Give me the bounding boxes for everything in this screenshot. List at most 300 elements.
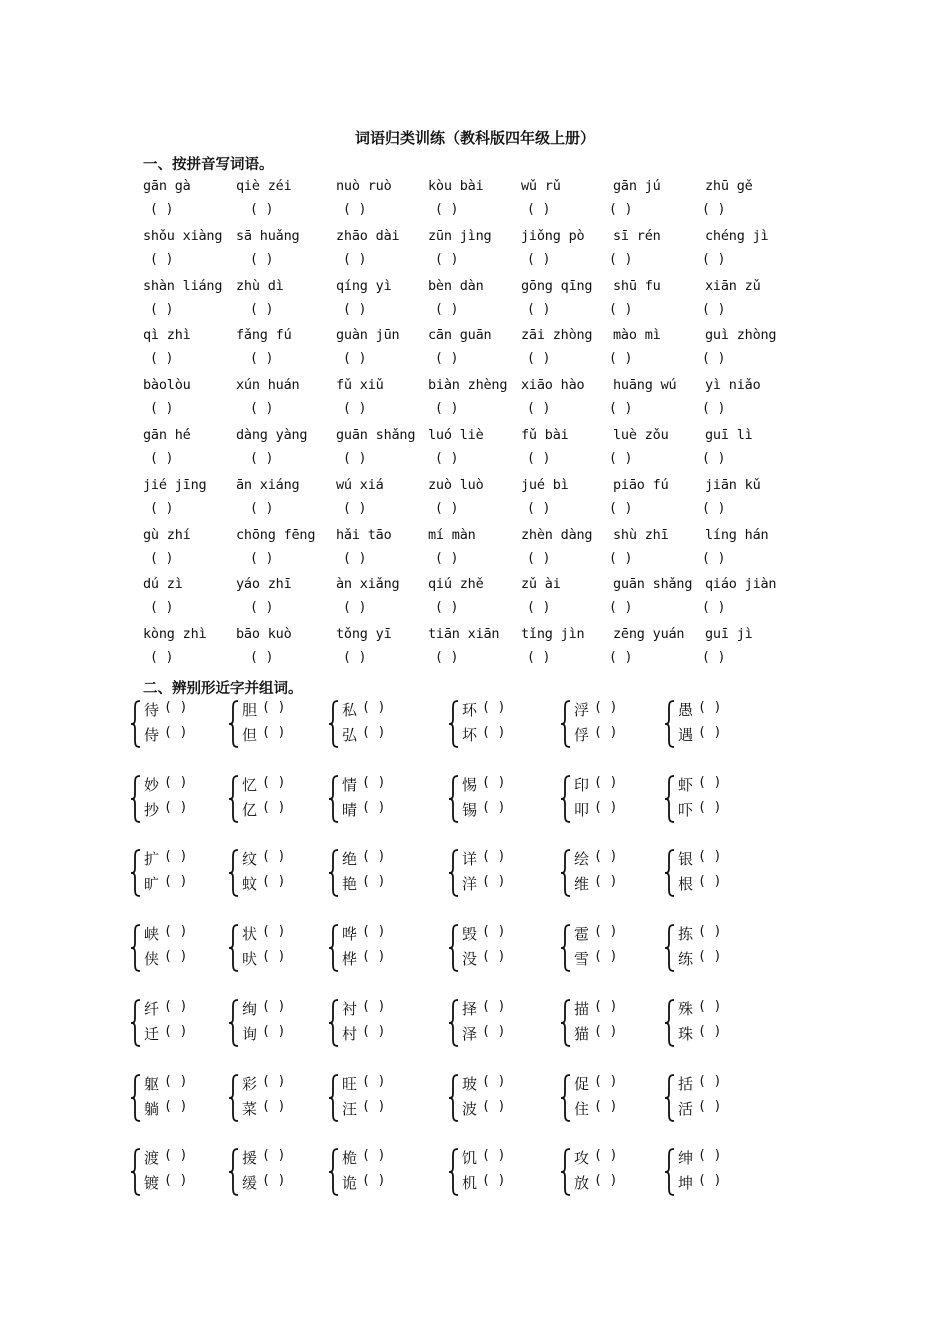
brace-icon bbox=[560, 1147, 572, 1197]
brace-icon bbox=[130, 998, 142, 1048]
pinyin-prompt: shǒu xiàng bbox=[143, 227, 223, 244]
pinyin-prompt: gān jú bbox=[613, 178, 661, 194]
similar-character: 虾 bbox=[678, 775, 694, 794]
answer-blank[interactable]: ( ) bbox=[527, 500, 551, 516]
word-blank[interactable]: ( ) bbox=[164, 1098, 188, 1114]
answer-blank[interactable]: ( ) bbox=[527, 600, 551, 616]
brace-icon bbox=[448, 774, 460, 824]
word-blank[interactable]: ( ) bbox=[262, 799, 286, 815]
char-pair-group bbox=[328, 1073, 458, 1125]
pinyin-prompt: wǔ rǔ bbox=[521, 178, 561, 194]
answer-blank[interactable]: ( ) bbox=[527, 650, 551, 666]
similar-character: 躯 bbox=[144, 1074, 160, 1093]
similar-character: 抄 bbox=[144, 800, 160, 819]
similar-character: 猫 bbox=[574, 1024, 590, 1043]
similar-character: 择 bbox=[462, 999, 478, 1018]
answer-blank[interactable]: ( ) bbox=[343, 301, 367, 317]
answer-blank[interactable]: ( ) bbox=[150, 451, 174, 466]
pinyin-prompt: tǒng yī bbox=[336, 626, 392, 643]
pinyin-prompt: jiān kǔ bbox=[705, 476, 761, 493]
answer-blank[interactable]: ( ) bbox=[435, 351, 459, 367]
pinyin-prompt: piāo fú bbox=[613, 476, 669, 493]
pinyin-prompt: fǔ bài bbox=[521, 427, 569, 443]
pinyin-prompt: zhèn dàng bbox=[521, 526, 593, 543]
answer-blank[interactable]: ( ) bbox=[150, 650, 174, 666]
answer-blank[interactable]: ( ) bbox=[609, 251, 633, 267]
char-pair-group bbox=[448, 848, 578, 900]
word-blank[interactable]: ( ) bbox=[594, 725, 618, 740]
brace-icon bbox=[664, 699, 676, 749]
answer-blank[interactable]: ( ) bbox=[702, 600, 726, 616]
answer-blank[interactable]: ( ) bbox=[150, 401, 174, 417]
word-blank[interactable]: ( ) bbox=[164, 1073, 188, 1089]
word-blank[interactable]: ( ) bbox=[164, 700, 188, 715]
brace-icon bbox=[228, 923, 240, 973]
similar-character: 雹 bbox=[574, 925, 590, 944]
pinyin-prompt: bèn dàn bbox=[428, 277, 484, 294]
brace-icon bbox=[328, 699, 340, 749]
pinyin-prompt: jiǒng pò bbox=[521, 227, 585, 244]
answer-blank[interactable]: ( ) bbox=[343, 451, 367, 466]
similar-character: 纤 bbox=[144, 999, 160, 1018]
brace-icon bbox=[228, 699, 240, 749]
word-blank[interactable]: ( ) bbox=[482, 774, 506, 790]
pinyin-prompt: zǔ ài bbox=[521, 576, 561, 593]
similar-character: 愚 bbox=[678, 701, 694, 719]
word-blank[interactable]: ( ) bbox=[262, 1023, 286, 1039]
answer-blank[interactable]: ( ) bbox=[702, 401, 726, 417]
word-blank[interactable]: ( ) bbox=[262, 849, 286, 865]
word-blank[interactable]: ( ) bbox=[698, 924, 722, 940]
word-blank[interactable]: ( ) bbox=[482, 1148, 506, 1164]
brace-icon bbox=[130, 1147, 142, 1197]
char-pair-group bbox=[448, 1147, 578, 1199]
pinyin-prompt: luó liè bbox=[428, 427, 484, 443]
pinyin-prompt: gān gà bbox=[143, 178, 191, 194]
word-blank[interactable]: ( ) bbox=[262, 924, 286, 940]
word-blank[interactable]: ( ) bbox=[482, 949, 506, 965]
word-blank[interactable]: ( ) bbox=[362, 1023, 386, 1039]
answer-blank[interactable]: ( ) bbox=[609, 650, 633, 666]
similar-character: 练 bbox=[678, 950, 694, 969]
answer-blank[interactable]: ( ) bbox=[702, 351, 726, 367]
brace-icon bbox=[664, 998, 676, 1048]
brace-icon bbox=[448, 1073, 460, 1123]
similar-character: 印 bbox=[574, 775, 590, 794]
word-blank[interactable]: ( ) bbox=[262, 725, 286, 740]
pinyin-prompt: zuò luò bbox=[428, 476, 484, 493]
answer-blank[interactable]: ( ) bbox=[702, 251, 726, 267]
answer-blank[interactable]: ( ) bbox=[702, 301, 726, 317]
answer-blank[interactable]: ( ) bbox=[609, 500, 633, 516]
answer-blank[interactable]: ( ) bbox=[435, 451, 459, 466]
answer-blank[interactable]: ( ) bbox=[150, 351, 174, 367]
char-pair-group bbox=[664, 1073, 794, 1125]
word-blank[interactable]: ( ) bbox=[262, 700, 286, 715]
pinyin-prompt: cān guān bbox=[428, 327, 492, 344]
answer-blank[interactable]: ( ) bbox=[343, 251, 367, 267]
brace-icon bbox=[130, 923, 142, 973]
answer-blank[interactable]: ( ) bbox=[150, 251, 174, 267]
similar-character: 叩 bbox=[574, 800, 590, 819]
word-blank[interactable]: ( ) bbox=[362, 874, 386, 890]
word-blank[interactable]: ( ) bbox=[362, 924, 386, 940]
answer-blank[interactable]: ( ) bbox=[527, 301, 551, 317]
word-blank[interactable]: ( ) bbox=[262, 1173, 286, 1189]
similar-character: 详 bbox=[462, 850, 478, 869]
pinyin-prompt: qì zhì bbox=[143, 327, 191, 344]
brace-icon bbox=[228, 1073, 240, 1123]
word-blank[interactable]: ( ) bbox=[362, 849, 386, 865]
brace-icon bbox=[328, 998, 340, 1048]
word-blank[interactable]: ( ) bbox=[164, 924, 188, 940]
similar-character: 雪 bbox=[574, 950, 590, 969]
pinyin-prompt: gōng qīng bbox=[521, 277, 593, 294]
similar-character: 艳 bbox=[342, 875, 358, 894]
pinyin-prompt: shàn liáng bbox=[143, 277, 223, 294]
similar-character: 侍 bbox=[144, 726, 160, 744]
char-pair-group bbox=[448, 699, 578, 751]
answer-blank[interactable]: ( ) bbox=[527, 351, 551, 367]
pinyin-prompt: zhāo dài bbox=[336, 227, 400, 244]
word-blank[interactable]: ( ) bbox=[482, 725, 506, 740]
similar-character: 殊 bbox=[678, 999, 694, 1018]
word-blank[interactable]: ( ) bbox=[594, 1148, 618, 1164]
word-blank[interactable]: ( ) bbox=[698, 849, 722, 865]
brace-icon bbox=[228, 774, 240, 824]
answer-blank[interactable]: ( ) bbox=[609, 600, 633, 616]
word-blank[interactable]: ( ) bbox=[594, 1023, 618, 1039]
similar-character: 放 bbox=[574, 1174, 590, 1193]
answer-blank[interactable]: ( ) bbox=[609, 401, 633, 417]
char-pair-group bbox=[328, 1147, 458, 1199]
word-blank[interactable]: ( ) bbox=[594, 924, 618, 940]
word-blank[interactable]: ( ) bbox=[594, 1173, 618, 1189]
brace-icon bbox=[560, 774, 572, 824]
word-blank[interactable]: ( ) bbox=[594, 1073, 618, 1089]
word-blank[interactable]: ( ) bbox=[164, 1173, 188, 1189]
word-blank[interactable]: ( ) bbox=[698, 874, 722, 890]
answer-blank[interactable]: ( ) bbox=[609, 451, 633, 466]
char-pair-group bbox=[664, 774, 794, 826]
char-pair-group bbox=[328, 774, 458, 826]
word-blank[interactable]: ( ) bbox=[482, 1023, 506, 1039]
similar-character: 妙 bbox=[144, 775, 160, 794]
similar-character: 援 bbox=[242, 1149, 258, 1168]
word-blank[interactable]: ( ) bbox=[482, 849, 506, 865]
similar-character: 珠 bbox=[678, 1024, 694, 1043]
pinyin-prompt: nuò ruò bbox=[336, 178, 392, 194]
answer-blank[interactable]: ( ) bbox=[250, 451, 274, 466]
word-blank[interactable]: ( ) bbox=[362, 700, 386, 715]
pinyin-prompt: bāo kuò bbox=[236, 626, 292, 643]
answer-blank[interactable]: ( ) bbox=[343, 500, 367, 516]
word-blank[interactable]: ( ) bbox=[262, 949, 286, 965]
word-blank[interactable]: ( ) bbox=[594, 949, 618, 965]
similar-character: 峡 bbox=[144, 925, 160, 944]
pinyin-prompt: fǎng fú bbox=[236, 327, 292, 344]
pinyin-prompt: chéng jì bbox=[705, 227, 769, 244]
word-blank[interactable]: ( ) bbox=[164, 1148, 188, 1164]
word-blank[interactable]: ( ) bbox=[164, 725, 188, 740]
word-blank[interactable]: ( ) bbox=[164, 949, 188, 965]
answer-blank[interactable]: ( ) bbox=[702, 451, 726, 466]
pinyin-prompt: àn xiǎng bbox=[336, 576, 400, 593]
pinyin-prompt: guī jì bbox=[705, 626, 753, 643]
answer-blank[interactable]: ( ) bbox=[435, 600, 459, 616]
brace-icon bbox=[560, 1073, 572, 1123]
similar-character: 遇 bbox=[678, 726, 694, 744]
answer-blank[interactable]: ( ) bbox=[150, 600, 174, 616]
pinyin-prompt: zāi zhòng bbox=[521, 327, 593, 344]
answer-blank[interactable]: ( ) bbox=[250, 500, 274, 516]
answer-blank[interactable]: ( ) bbox=[343, 351, 367, 367]
word-blank[interactable]: ( ) bbox=[698, 725, 722, 740]
answer-blank[interactable]: ( ) bbox=[609, 550, 633, 566]
word-blank[interactable]: ( ) bbox=[594, 849, 618, 865]
pinyin-prompt: sā huǎng bbox=[236, 227, 300, 244]
answer-blank[interactable]: ( ) bbox=[150, 301, 174, 317]
word-blank[interactable]: ( ) bbox=[698, 799, 722, 815]
similar-character: 环 bbox=[462, 701, 478, 719]
pinyin-prompt: biàn zhèng bbox=[428, 377, 508, 394]
word-blank[interactable]: ( ) bbox=[698, 700, 722, 715]
page-title: 词语归类训练（教科版四年级上册） bbox=[354, 129, 595, 147]
similar-character: 迁 bbox=[144, 1024, 160, 1043]
similar-character: 根 bbox=[678, 875, 694, 894]
word-blank[interactable]: ( ) bbox=[698, 774, 722, 790]
similar-character: 饥 bbox=[462, 1149, 478, 1168]
word-blank[interactable]: ( ) bbox=[698, 1148, 722, 1164]
similar-character: 洋 bbox=[462, 875, 478, 894]
similar-character: 坤 bbox=[678, 1174, 694, 1193]
similar-character: 银 bbox=[678, 850, 694, 869]
pinyin-prompt: qiú zhě bbox=[428, 576, 484, 593]
section1-heading: 一、按拼音写词语。 bbox=[143, 157, 274, 173]
answer-blank[interactable]: ( ) bbox=[150, 202, 174, 217]
word-blank[interactable]: ( ) bbox=[594, 998, 618, 1014]
word-blank[interactable]: ( ) bbox=[164, 874, 188, 890]
answer-blank[interactable]: ( ) bbox=[609, 202, 633, 217]
answer-blank[interactable]: ( ) bbox=[527, 202, 551, 217]
word-blank[interactable]: ( ) bbox=[698, 1023, 722, 1039]
word-blank[interactable]: ( ) bbox=[362, 1173, 386, 1189]
pinyin-prompt: dú zì bbox=[143, 576, 183, 593]
similar-character: 躺 bbox=[144, 1099, 160, 1118]
word-blank[interactable]: ( ) bbox=[362, 1073, 386, 1089]
similar-character: 括 bbox=[678, 1074, 694, 1093]
answer-blank[interactable]: ( ) bbox=[702, 650, 726, 666]
similar-character: 维 bbox=[574, 875, 590, 894]
similar-character: 绝 bbox=[342, 850, 358, 869]
similar-character: 镀 bbox=[144, 1174, 160, 1193]
word-blank[interactable]: ( ) bbox=[362, 725, 386, 740]
pinyin-prompt: guān shǎng bbox=[613, 576, 693, 593]
similar-character: 但 bbox=[242, 726, 258, 744]
pinyin-prompt: shù zhī bbox=[613, 526, 669, 543]
word-blank[interactable]: ( ) bbox=[262, 774, 286, 790]
word-blank[interactable]: ( ) bbox=[362, 774, 386, 790]
word-blank[interactable]: ( ) bbox=[482, 799, 506, 815]
answer-blank[interactable]: ( ) bbox=[250, 301, 274, 317]
similar-character: 锡 bbox=[462, 800, 478, 819]
word-blank[interactable]: ( ) bbox=[482, 874, 506, 890]
brace-icon bbox=[228, 998, 240, 1048]
word-blank[interactable]: ( ) bbox=[482, 1173, 506, 1189]
answer-blank[interactable]: ( ) bbox=[250, 251, 274, 267]
pinyin-prompt: sī rén bbox=[613, 227, 661, 244]
similar-character: 晴 bbox=[342, 800, 358, 819]
answer-blank[interactable]: ( ) bbox=[250, 202, 274, 217]
word-blank[interactable]: ( ) bbox=[164, 998, 188, 1014]
char-pair-group bbox=[328, 998, 458, 1050]
pinyin-prompt: fǔ xiǔ bbox=[336, 377, 384, 394]
answer-blank[interactable]: ( ) bbox=[435, 500, 459, 516]
word-blank[interactable]: ( ) bbox=[594, 700, 618, 715]
word-blank[interactable]: ( ) bbox=[362, 799, 386, 815]
word-blank[interactable]: ( ) bbox=[262, 1073, 286, 1089]
answer-blank[interactable]: ( ) bbox=[702, 500, 726, 516]
pinyin-prompt: tiān xiān bbox=[428, 626, 500, 643]
brace-icon bbox=[228, 1147, 240, 1197]
answer-blank[interactable]: ( ) bbox=[435, 301, 459, 317]
brace-icon bbox=[448, 699, 460, 749]
similar-character: 纹 bbox=[242, 850, 258, 869]
answer-blank[interactable]: ( ) bbox=[609, 351, 633, 367]
answer-blank[interactable]: ( ) bbox=[250, 650, 274, 666]
answer-blank[interactable]: ( ) bbox=[343, 401, 367, 417]
brace-icon bbox=[448, 1147, 460, 1197]
char-pair-group bbox=[448, 774, 578, 826]
similar-character: 泽 bbox=[462, 1024, 478, 1043]
answer-blank[interactable]: ( ) bbox=[527, 451, 551, 466]
answer-blank[interactable]: ( ) bbox=[250, 351, 274, 367]
word-blank[interactable]: ( ) bbox=[362, 949, 386, 965]
word-blank[interactable]: ( ) bbox=[698, 1173, 722, 1189]
similar-character: 状 bbox=[242, 925, 258, 944]
pinyin-prompt: gān hé bbox=[143, 427, 191, 443]
word-blank[interactable]: ( ) bbox=[482, 924, 506, 940]
char-pair-group bbox=[664, 998, 794, 1050]
answer-blank[interactable]: ( ) bbox=[343, 202, 367, 217]
word-blank[interactable]: ( ) bbox=[698, 1073, 722, 1089]
answer-blank[interactable]: ( ) bbox=[702, 202, 726, 217]
brace-icon bbox=[328, 923, 340, 973]
word-blank[interactable]: ( ) bbox=[594, 799, 618, 815]
pinyin-prompt: luè zǒu bbox=[613, 427, 669, 443]
word-blank[interactable]: ( ) bbox=[482, 998, 506, 1014]
similar-character: 胆 bbox=[242, 701, 258, 719]
similar-character: 住 bbox=[574, 1099, 590, 1118]
word-blank[interactable]: ( ) bbox=[594, 874, 618, 890]
answer-blank[interactable]: ( ) bbox=[150, 500, 174, 516]
word-blank[interactable]: ( ) bbox=[482, 700, 506, 715]
answer-blank[interactable]: ( ) bbox=[250, 401, 274, 417]
similar-character: 机 bbox=[462, 1174, 478, 1193]
brace-icon bbox=[664, 1073, 676, 1123]
similar-character: 彩 bbox=[242, 1074, 258, 1093]
answer-blank[interactable]: ( ) bbox=[343, 650, 367, 666]
pinyin-prompt: kòu bài bbox=[428, 178, 484, 194]
word-blank[interactable]: ( ) bbox=[362, 1148, 386, 1164]
char-pair-group bbox=[328, 923, 458, 975]
similar-character: 拣 bbox=[678, 925, 694, 944]
word-blank[interactable]: ( ) bbox=[594, 1098, 618, 1114]
similar-character: 促 bbox=[574, 1074, 590, 1093]
pinyin-prompt: kòng zhì bbox=[143, 626, 207, 643]
similar-character: 桅 bbox=[342, 1149, 358, 1168]
word-blank[interactable]: ( ) bbox=[482, 1098, 506, 1114]
word-blank[interactable]: ( ) bbox=[698, 949, 722, 965]
brace-icon bbox=[560, 848, 572, 898]
similar-character: 坏 bbox=[462, 726, 478, 744]
word-blank[interactable]: ( ) bbox=[262, 998, 286, 1014]
answer-blank[interactable]: ( ) bbox=[343, 550, 367, 566]
word-blank[interactable]: ( ) bbox=[594, 774, 618, 790]
answer-blank[interactable]: ( ) bbox=[527, 550, 551, 566]
char-pair-group bbox=[664, 1147, 794, 1199]
similar-character: 情 bbox=[342, 775, 358, 794]
pinyin-prompt: huāng wú bbox=[613, 377, 677, 394]
word-blank[interactable]: ( ) bbox=[698, 1098, 722, 1114]
word-blank[interactable]: ( ) bbox=[164, 799, 188, 815]
brace-icon bbox=[130, 1073, 142, 1123]
word-blank[interactable]: ( ) bbox=[164, 774, 188, 790]
similar-character: 旷 bbox=[144, 875, 160, 894]
answer-blank[interactable]: ( ) bbox=[435, 650, 459, 666]
section2-heading: 二、辨别形近字并组词。 bbox=[143, 681, 303, 697]
word-blank[interactable]: ( ) bbox=[698, 998, 722, 1014]
brace-icon bbox=[130, 774, 142, 824]
similar-character: 没 bbox=[462, 950, 478, 969]
answer-blank[interactable]: ( ) bbox=[527, 251, 551, 267]
pinyin-prompt: jué bì bbox=[521, 476, 569, 493]
answer-blank[interactable]: ( ) bbox=[609, 301, 633, 317]
answer-blank[interactable]: ( ) bbox=[343, 600, 367, 616]
brace-icon bbox=[448, 998, 460, 1048]
similar-character: 浮 bbox=[574, 701, 590, 719]
similar-character: 惕 bbox=[462, 775, 478, 794]
brace-icon bbox=[448, 848, 460, 898]
answer-blank[interactable]: ( ) bbox=[435, 401, 459, 417]
word-blank[interactable]: ( ) bbox=[482, 1073, 506, 1089]
word-blank[interactable]: ( ) bbox=[164, 1023, 188, 1039]
answer-blank[interactable]: ( ) bbox=[435, 251, 459, 267]
answer-blank[interactable]: ( ) bbox=[702, 550, 726, 566]
brace-icon bbox=[328, 774, 340, 824]
pinyin-prompt: xiāo hào bbox=[521, 377, 585, 394]
word-blank[interactable]: ( ) bbox=[262, 1148, 286, 1164]
word-blank[interactable]: ( ) bbox=[362, 998, 386, 1014]
answer-blank[interactable]: ( ) bbox=[527, 401, 551, 417]
pinyin-prompt: guān shǎng bbox=[336, 427, 416, 443]
answer-blank[interactable]: ( ) bbox=[435, 202, 459, 217]
pinyin-prompt: hǎi tāo bbox=[336, 526, 392, 543]
answer-blank[interactable]: ( ) bbox=[435, 550, 459, 566]
word-blank[interactable]: ( ) bbox=[262, 1098, 286, 1114]
brace-icon bbox=[664, 923, 676, 973]
word-blank[interactable]: ( ) bbox=[362, 1098, 386, 1114]
word-blank[interactable]: ( ) bbox=[164, 849, 188, 865]
char-pair-group bbox=[664, 699, 794, 751]
answer-blank[interactable]: ( ) bbox=[250, 550, 274, 566]
similar-character: 蚊 bbox=[242, 875, 258, 894]
answer-blank[interactable]: ( ) bbox=[150, 550, 174, 566]
pinyin-prompt: tǐng jìn bbox=[521, 626, 585, 643]
answer-blank[interactable]: ( ) bbox=[250, 600, 274, 616]
word-blank[interactable]: ( ) bbox=[262, 874, 286, 890]
brace-icon bbox=[328, 1147, 340, 1197]
